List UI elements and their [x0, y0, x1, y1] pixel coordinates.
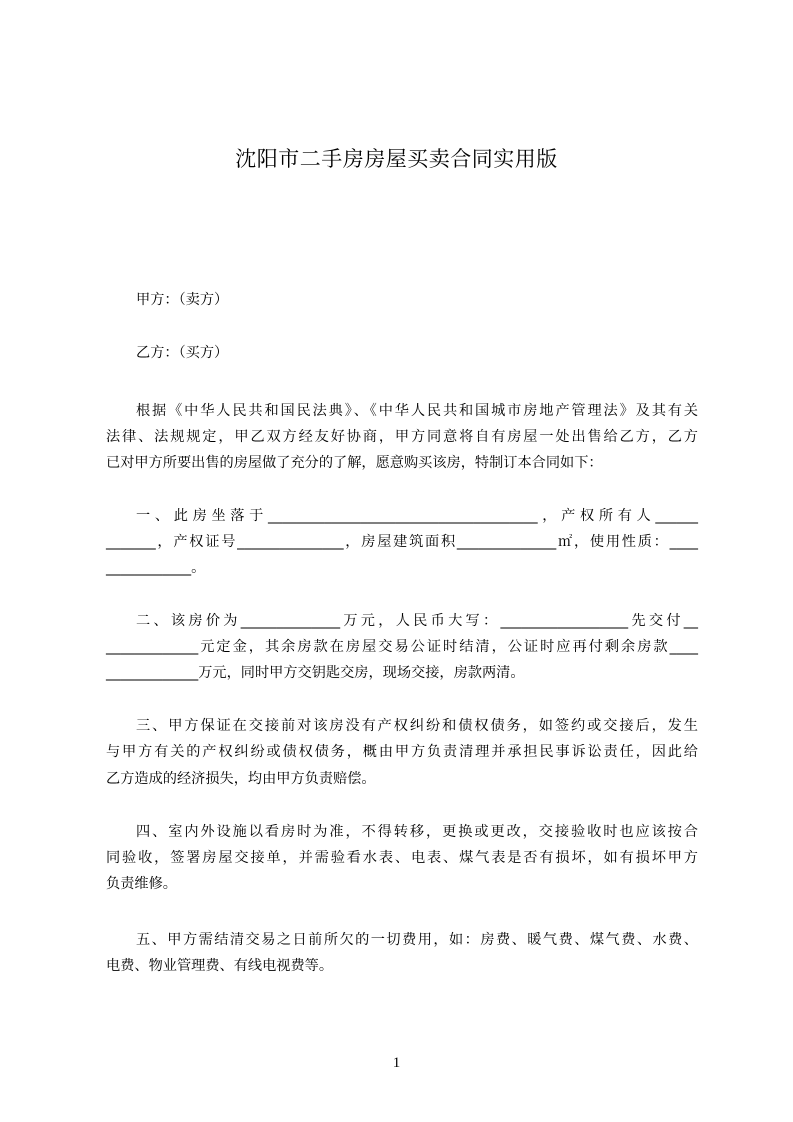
document-title: 沈阳市二手房房屋买卖合同实用版 [235, 147, 558, 171]
page-number: 1 [392, 1055, 401, 1071]
text-line: 二、该房价为______________万元，人民币大写：__________________先交付__ [136, 613, 698, 629]
text-line: 法律、法规规定，甲乙双方经友好协商，甲方同意将自有房屋一处出售给乙方，乙方 [106, 429, 698, 445]
text-line: _____________万元，同时甲方交钥匙交房，现场交接，房款两清。 [106, 665, 525, 681]
text-line: 电费、物业管理费、有线电视费等。 [106, 958, 334, 974]
text-line: 一、此房坐落于______________________________________，产权所有人______ [136, 508, 698, 524]
text-line: ____________。 [106, 560, 206, 576]
text-line: 五、甲方需结清交易之日前所欠的一切费用，如：房费、暖气费、煤气费、水费、 [136, 932, 698, 948]
party-a: 甲方：（卖方） [136, 292, 229, 308]
text-line: 四、室内外设施以看房时为准，不得转移，更换或更改，交接验收时也应该按合 [136, 824, 698, 840]
party-b: 乙方：（买方） [136, 345, 229, 361]
text-line: 负责维修。 [106, 876, 177, 892]
text-line: 根据《中华人民共和国民法典》、《中华人民共和国城市房地产管理法》及其有关 [136, 403, 698, 419]
text-line: _____________元定金，其余房款在房屋交易公证时结清，公证时应再付剩余房款____ [106, 639, 698, 655]
text-line: _______，产权证号_______________，房屋建筑面积______________㎡，使用性质：____ [106, 534, 698, 550]
text-line: 乙方造成的经济损失，均由甲方负责赔偿。 [106, 771, 376, 787]
text-line: 同验收，签署房屋交接单，并需验看水表、电表、煤气表是否有损坏，如有损坏甲方 [106, 850, 698, 866]
text-line: 已对甲方所要出售的房屋做了充分的了解，愿意购买该房，特制订本合同如下： [106, 455, 603, 471]
text-line: 三、甲方保证在交接前对该房没有产权纠纷和债权债务，如签约或交接后，发生 [136, 718, 698, 734]
text-line: 与甲方有关的产权纠纷或债权债务，概由甲方负责清理并承担民事诉讼责任，因此给 [106, 744, 698, 760]
